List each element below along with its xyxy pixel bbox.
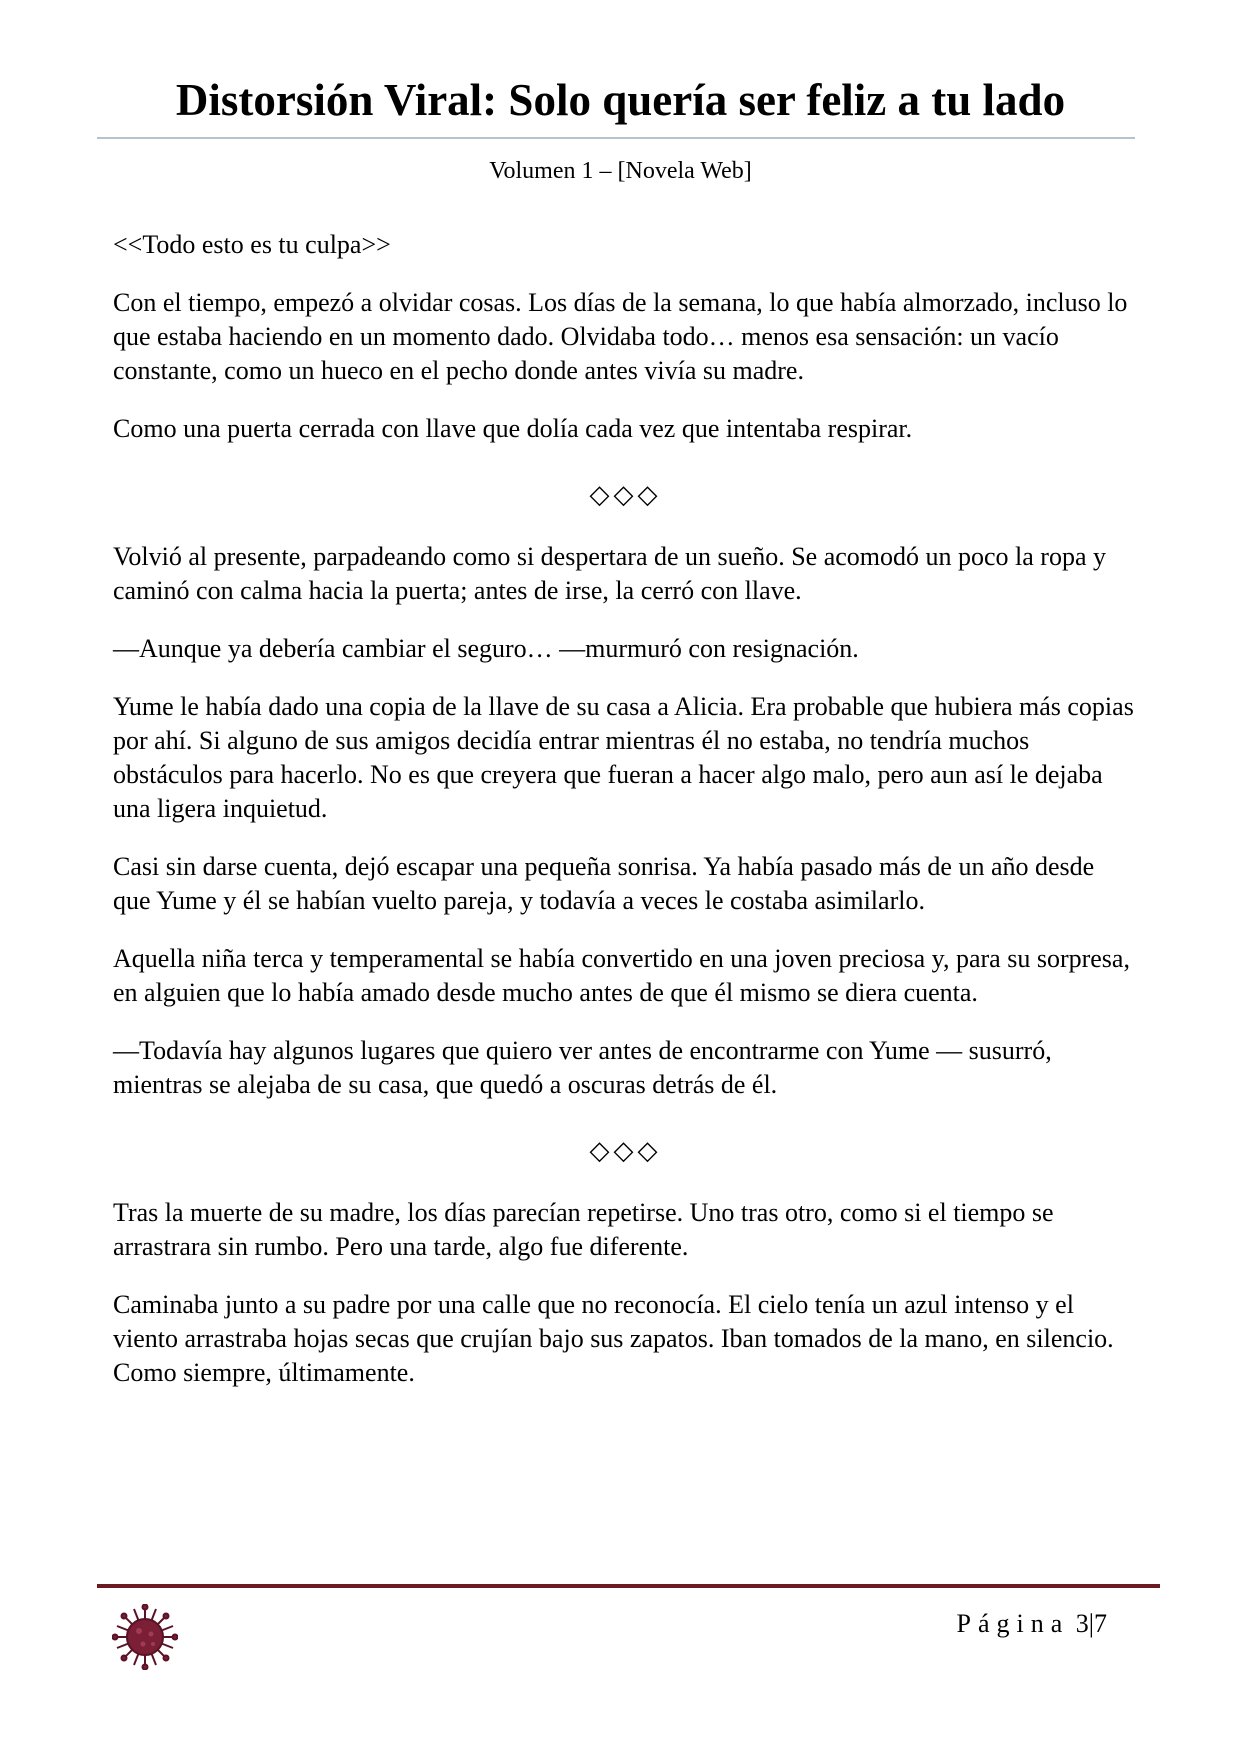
document-subtitle: Volumen 1 – [Novela Web]	[489, 158, 752, 184]
paragraph: Volvió al presente, parpadeando como si despertara de un sueño. Se acomodó un poco la ropa y caminó con calma hacia la puerta; antes de irse, la cerró con llave.	[113, 542, 1107, 605]
virus-icon	[112, 1604, 178, 1670]
page-label: Página	[956, 1609, 1070, 1638]
paragraph: Con el tiempo, empezó a olvidar cosas. Los días de la semana, lo que había almorzado, incluso lo que estaba haciendo en un momento dado. Olvidaba todo… menos esa sensación: un vacío constante, como un hueco en el pecho donde antes vivía su madre.	[113, 288, 1128, 385]
paragraph: Tras la muerte de su madre, los días parecían repetirse. Uno tras otro, como si el tiempo se arrastrara sin rumbo. Pero una tarde, algo fue diferente.	[113, 1198, 1054, 1261]
document-title: Distorsión Viral: Solo quería ser feliz a tu lado	[175, 75, 1066, 125]
footer-divider	[97, 1584, 1160, 1588]
paragraph: —Aunque ya debería cambiar el seguro… —murmuró con resignación.	[113, 634, 859, 663]
paragraph: Yume le había dado una copia de la llave de su casa a Alicia. Era probable que hubiera más copias por ahí. Si alguno de sus amigos decidía entrar mientras él no estaba, no tendría muchos obstáculos para hacerlo. No es que creyera que fueran a hacer algo malo, pero aun así le dejaba una ligera inquietud.	[113, 692, 1134, 823]
paragraph: —Todavía hay algunos lugares que quiero ver antes de encontrarme con Yume — susurró, mientras se alejaba de su casa, que quedó a oscuras detrás de él.	[113, 1036, 1052, 1099]
paragraph: Casi sin darse cuenta, dejó escapar una pequeña sonrisa. Ya había pasado más de un año desde que Yume y él se habían vuelto pareja, y todavía a veces le costaba asimilarlo.	[113, 852, 1095, 915]
title-divider	[97, 137, 1135, 139]
paragraph: <<Todo esto es tu culpa>>	[113, 230, 391, 259]
page-current: 3	[1075, 1609, 1089, 1638]
page-total: 7	[1094, 1609, 1107, 1638]
page-separator: |	[1088, 1609, 1094, 1638]
page-number	[957, 1608, 1107, 1640]
paragraph: Caminaba junto a su padre por una calle que no reconocía. El cielo tenía un azul intenso y el viento arrastraba hojas secas que crujían bajo sus zapatos. Iban tomados de la mano, en silencio. Como siempre, últimamente.	[113, 1290, 1114, 1387]
scene-break-divider: ◇◇◇	[589, 1136, 662, 1166]
scene-break-divider: ◇◇◇	[589, 480, 662, 510]
document-body	[113, 228, 1138, 1414]
paragraph: Aquella niña terca y temperamental se había convertido en una joven preciosa y, para su sorpresa, en alguien que lo había amado desde mucho antes de que él mismo se diera cuenta.	[113, 944, 1130, 1007]
paragraph: Como una puerta cerrada con llave que dolía cada vez que intentaba respirar.	[113, 414, 913, 443]
